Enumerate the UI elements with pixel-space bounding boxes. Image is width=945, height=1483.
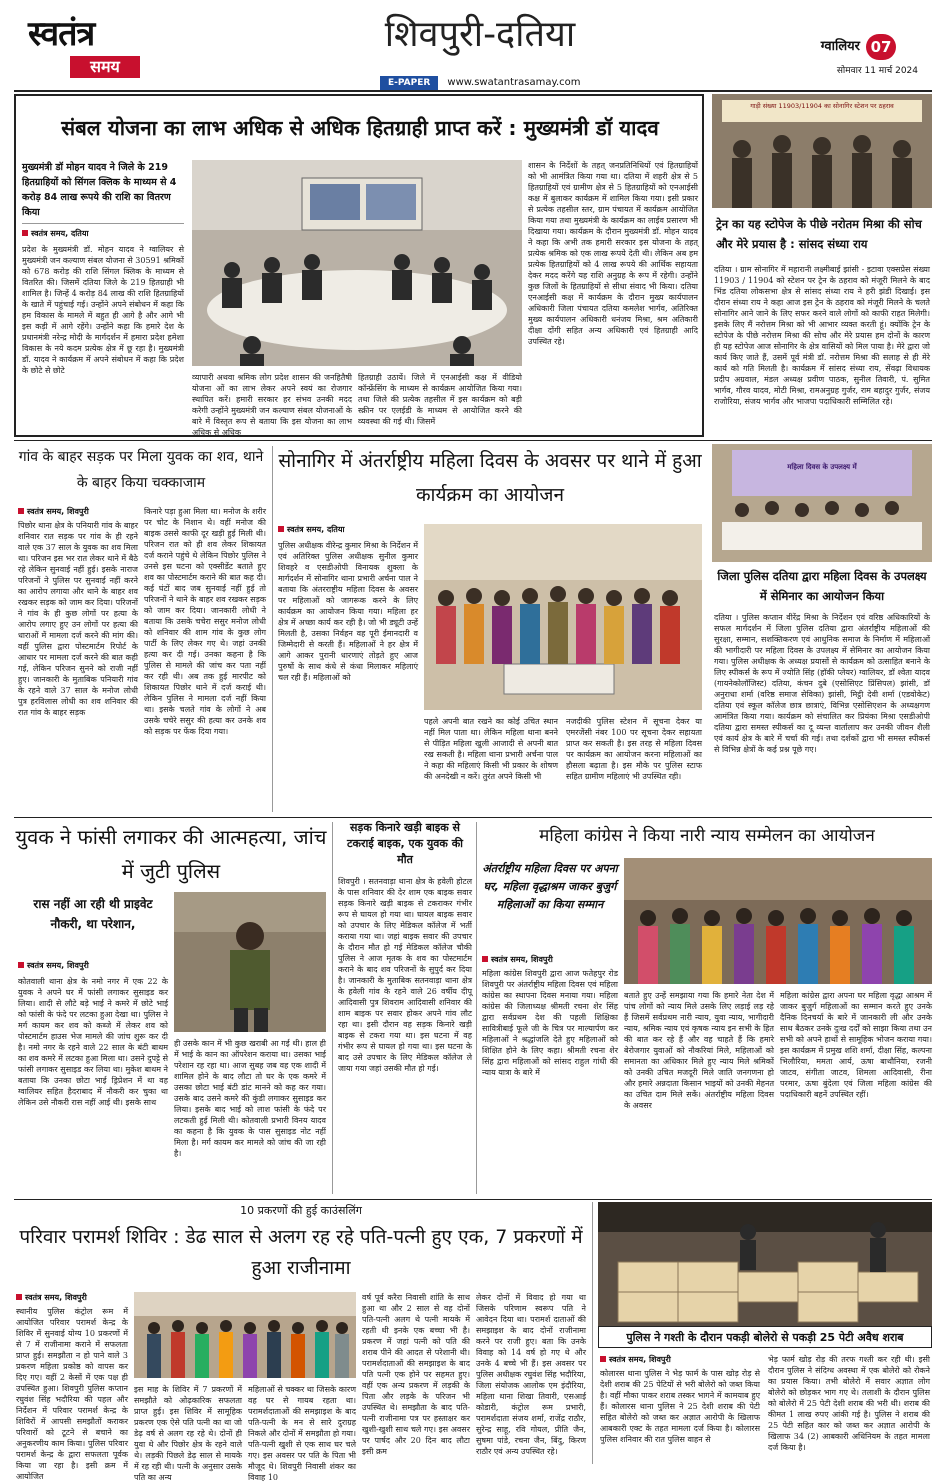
train-headline: ट्रेन का यह स्टोपेज के पीछे नरोतम मिश्रा की सोच और मेरे प्रयास है : सांसद संध्या राय [716,217,922,251]
logo [28,14,140,80]
sonagir-byline-text: स्वतंत्र समय, दतिया [287,525,345,534]
epaper-label: E-PAPER [380,76,438,90]
suicide-victim-photo [174,892,326,1032]
congress-col2: बताते हुए उन्हें समझाया गया कि हमारे नेता देश में पांच लोगों को न्याय मिले उसके लिए लड़ाई लड़ रहे हैं जिसमें सर्वप्रथम नारी न्याय, युवा न्याय, भागीदारी न्याय, श्रमिक न्याय एवं कृषक न्याय इन सभी के हित की बात कर रहे हैं और वह चाहते हैं कि हमारे बेरोजगार युवाओं को नौकरियां मिले, महिलाओं को समानता का अधिकार मिले हुए न्याय मिले श्रमिकों को उनकी उचित मजदूरी मिले जाति जनगणना हो और हमारे अन्नदाता किसान भाइयों को उनकी मेहनत का उचित दाम मिले सकें। अंतर्राष्ट्रीय महिला दिवस के अवसर [624,991,774,1110]
train-event-photo [712,94,932,208]
chakka-byline [18,506,138,517]
website-link[interactable]: www.swatantrasamay.com [447,77,581,88]
liquor-headline: पुलिस ने गश्ती के दौरान पकड़ी बोलेरो से पकड़ी 25 पेटी अवैध शराब [598,1326,932,1348]
meeting-photo [192,160,522,366]
seminar-body: दतिया । पुलिस कप्तान वीरेंद्र मिश्रा के निर्देशन एवं वरिष्ठ अधिकारियों के सफल मार्गदर्शन में जिला पुलिस दतिया द्वारा अंतर्राष्ट्रीय महिलाओं की सुरक्षा, सम्मान, सशक्तिकरण एवं आधुनिक समाज के निर्माण में महिलाओं की भागीदारी पर महिला दिवस के उपलक्ष्य में सेमिनार का आयोजन किया गया। पुलिस अधीक्षक के अध्यक्ष प्रयासों से कार्यक्रम को उत्साहित बनाने के लिए स्पीकर्स के रूप में ज्योति सिंह (हॉकी प्लेयर) ग्वालियर, डॉ श्वेता यादव (गायनेकोलॉजिस्ट) दतिया, कंचन दुबे (एसोसिएट प्रिंसिपल) झांसी, डॉ अनुराधा शर्मा (वरिष्ठ समाज सेविका) झांसी, मिट्ठी देवी शर्मा (एडवोकेट) दतिया एवं स्कूल कॉलेज छात्र छात्राएं, विभिन्न एसोसिएशन के अध्यक्षगण आमंत्रित किया गया। कार्यक्रम को संचालित कर प्रियंका मिश्रा एसडीओपी दतिया द्वारा समस्त स्पीकर्स का दू व्यन्त वार्तालाप कर उनकी जीवन शैली एवं कार्य क्षेत्र के बारे में चर्चा की गई। तथा दर्शकों द्वारा भी समस्त स्पीकर्स से विभिन्न क्षेत्रों के कई प्रश्न पूछे गए। [714,613,930,754]
counseling-headline: परिवार परामर्श शिविर : डेढ साल से अलग रह रहे पति-पत्नी हुए एक, 7 प्रकरणों में हुआ राजीनामा [19,1226,583,1279]
congress-col1: महिला कांग्रेस शिवपुरी द्वारा आज फतेहपुर रोड शिवपुरी पर अंतर्राष्ट्रीय महिला दिवस एवं महिला कांग्रेस का स्थापना दिवस मनाया गया। महिला कांग्रेस की जिलाध्यक्ष श्रीमती रचना शेर सिंह द्वारा सर्वप्रथम देश की पहली शिक्षिका सावित्रीबाई फूले जी के चित्र पर माल्यार्पण कर महिलाओं ने श्रद्धांजलि देते हुए महिलाओं को शिक्षित होने के लिए कहा। श्रीमती रचना शेर सिंह द्वारा महिलाओं को सांसद राहुल गांधी की न्याय यात्रा के बारे में [482,969,618,1077]
sonagir-story [278,444,702,814]
sonagir-group-image [424,524,702,710]
chakka-headline: गांव के बाहर सड़क पर मिला युवक का शव, थाने के बाहर किया चक्काजाम [18,449,264,491]
suicide-byline-text: स्वतंत्र समय, शिवपुरी [27,961,89,970]
counseling-col3: महिलाओं से चक्कर था जिसके कारण वह घर से गायब रहता था। परामर्शदाताओं की समझाइश के बाद पति-पत्नी के मन से सारे दुराग्रह निकले और दोनों में समझौता हो गया। पति-पत्नी खुशी से एक साथ घर चले गए। इस अवसर पर पति के पिता भी मौजूद थे। शिवपुरी निवासी शंकर का विवाह 10 [248,1385,356,1482]
congress-byline-text: स्वतंत्र समय, शिवपुरी [491,955,553,964]
issue-date: सोमवार 11 मार्च 2024 [836,66,918,76]
counseling-image [134,1292,356,1378]
section-rule-2 [14,817,932,818]
byline-marker [18,962,24,968]
counseling-byline [16,1292,128,1303]
masthead-rule [14,90,932,92]
lead-col3: हितग्राही उठायें। जिले में एनआईसी कक्ष में वीडियो कॉन्फ्रेंसिंग के माध्यम से कार्यक्रम आयोजित किया गया। तथा जिले की प्रत्येक तहसील में इस कार्यक्रम को बड़ी स्क्रीन पर एलईडी के माध्यम से आयोजित करने की व्यवस्था की गई थी। जिसमें [358,373,522,426]
seminar-story [712,444,932,814]
sonagir-col3: नजदीकी पुलिस स्टेशन में सूचना देकर या एमरजेंसी नंबर 100 पर सूचना देकर सहायता प्राप्त कर सकती है। इस तरह से महिला दिवस पर कार्यक्रम का आयोजन करना महिलाओं का हौसला बढ़ाता है। इस मौके पर पुलिस स्टाफ सहित ग्रामीण महिलाएं भी उपस्थित रही। [566,717,702,781]
lead-headline: संबल योजना का लाभ अधिक से अधिक हितग्राही प्राप्त करें : मुख्यमंत्री डॉ यादव [61,116,659,140]
bike-headline: सड़क किनारे खड़ी बाइक से टकराई बाइक, एक युवक की मौत [347,821,463,866]
train-event-image [712,94,932,208]
byline-marker [18,508,24,514]
masthead [0,0,945,92]
seminar-banner: महिला दिवस के उपलक्ष्य में [787,463,857,471]
sonagir-col1: पुलिस अधीक्षक वीरेन्द्र कुमार मिश्रा के निर्देशन में एवं अतिरिक्त पुलिस अधीक्षक सुनील कुमार शिवहरे व एसडीओपी विनायक शुक्ला के मार्गदर्शन में सोनागिर थाना प्रभारी अर्चना पाल ने बताया कि अंतरराष्ट्रीय महिला दिवस के अवसर पर महिलाओं को जागरूक करने के लिए कार्यक्रम का आयोजन किया गया। महिला हर क्षेत्र में अच्छा कार्य कर रही है। जो भी ड्यूटी उन्हें मिलती है, उसका निर्वहन वह पूरी ईमानदारी व जिम्मेदारी से करती हैं। महिलाओं ने हर क्षेत्र में आगे आकर पुरानी धारणाएं तोड़ते हुए आज पुरुषों के साथ कंधे से कंधा मिलाकर महिलाएं चल रही हैं। महिलाओं को [278,541,418,682]
chakka-col1: पिछोर थाना क्षेत्र के पनियारी गांव के बाहर शनिवार रात सड़क पर गांव के ही रहने वाले एक 37 साल के युवक का शव मिला था। परिजन इस भर रात लेकर थाने में बैठे रहे लेकिन सुनवाई नहीं हुई। इसके नाराज परिजनों ने पुलिस पर सुनवाई नहीं करने का आरोप लगाया और थाने के बाहर शव रखकर सड़क को जाम कर दिया। परिजनों ने गांव के ही कुछ लोगों पर हत्या के आरोप लगाए हुए उन लोगों पर हत्या की धाराओं में मामला दर्ज करने की मांग की। वहीं पुलिस द्वारा पोस्टमार्टम रिपोर्ट के आधार पर मामला दर्ज करने की बात कही गई, लेकिन परिजन सुनने को राजी नहीं हुए। जानकारी के मुताबिक पनियारी गांव के रहने वाले 37 साल के मनोज लोधी पुत्र हरविलास लोधी का शव शनिवार की रात गांव के बाहर सड़क [18,521,138,717]
suicide-col2: ही उसके कान में भी कुछ खराबी आ गई थी। हाल ही में भाई के कान का ऑपरेशन कराया था। उसका भाई परेशान रह रहा था। आज सुबह जब वह एक शादी में शामिल होने के बाद लौटा तो घर के एक कमरे में उसका छोटा भाई बंटी डांट मानने को कह कर गया। उसके बाद उसने कमरे की कुंडी लगाकर सुसाइड कर लिया। इसके बाद भाई को लाश फांसी के फंदे पर लटकती हुई मिली थी। कोतवाली प्रभारी विनय यादव का कहना है कि युवक के पास सुसाइड नोट नहीं मिला है। मर्ग कायम कर मामले को जांच की जा रही है। [174,1039,326,1158]
sonagir-group-photo [424,524,702,710]
sonagir-byline [278,524,418,535]
liquor-seizure-photo [598,1202,932,1326]
congress-col3: महिला कांग्रेस द्वारा अपना घर महिला वृद्धा आश्रम में जाकर बुजुर्ग महिलाओं का सम्मान करते हुए उनके दैनिक दिनचर्या के बारे में जानकारी ली और उनके साथ बैठकर उनके दुःख दर्दों को साझा किया तथा उन सभी को अपने हाथों से सामूहिक भोजन कराया गया। इस कार्यक्रम में प्रमुख शशि शर्मा, दीक्षा सिंह, कल्पना भिलौरिया, ममता आर्य, ऊषा बाथौनिया, रजनी जाटव, संगीता जाटव, शिमला आदिवासी, रीना परमार, ऊषा बुंदेला एवं जिला महिला कांग्रेस की पदाधिकारी बहनें उपस्थित रहीं। [780,991,932,1099]
counseling-kicker: 10 प्रकरणों की हुई काउंसलिंग [240,1204,362,1217]
liquor-seizure-image [598,1202,932,1326]
suicide-byline [18,960,168,971]
counseling-photo [134,1292,356,1378]
epaper-bar [380,70,710,86]
bike-body: शिवपुरी । सतनवाड़ा थाना क्षेत्र के हवेली होटल के पास शनिवार की देर शाम एक बाइक सवार सड़क किनारे खड़ी बाइक से टकराकर गंभीर रूप से घायल हो गया था। घायल बाइक सवार को उपचार के लिए मेडिकल कॉलेज में भर्ती कराया गया था। जहां बाइक सवार की उपचार के दौरान मौत हो गई मेडिकल कॉलेज चौकी पुलिस ने आज मृतक के शव का पोस्टमार्टम कराने के बाद शव परिजनों के सुपुर्द कर दिया है। जानकारी के मुताबिक सतनवाड़ा थाना क्षेत्र के हवेली गांव के रहने वाले 26 वर्षीय दीपू आदिवासी पुत्र शिवराम आदिवासी शनिवार की शाम बाइक पर सवार होकर अपने गांव लौट रहा था। इसी दौरान वह सड़क किनारे खड़ी बाइक से टकरा गया था। इस घटना में वह गंभीर रूप से घायल हो गया था। इस घटना के बाद उसे उपचार के लिए मेडिकल कॉलेज ले जाया गया जहां उसकी मौत हो गई। [338,877,472,1073]
suicide-story [14,820,328,1196]
lead-subhead: मुख्यमंत्री डॉ मोहन यादव ने जिले के 219 हितग्राहियों को सिंगल क्लिक के माध्यम से 4 करोड़ 84 लाख रूपये की राशि का वितरण किया [22,160,184,224]
train-story [712,94,932,437]
counseling-col4: वर्ष पूर्व करैरा निवासी शांति के साथ हुआ था और 2 साल से वह दोनों पति-पत्नी अलग थे पत्नी मायके में रहती थी इनके एक बच्चा भी है। प्रकरण में जहां पत्नी को पति की शराब पीने की आदत से परेशानी थी। परामर्शदाताओं की समझाइश के बाद पति पत्नी एक होने पर सहमत हुए। वहीं एक अन्य प्रकरण में लड़की के पिता और लड़के के परिजन भी उपस्थित थे। समझौता के बाद पति-पत्नी राजीनामा पत्र पर हस्ताक्षर कर खुशी-खुशी साथ चले गए। इस अवसर पर पार्षद और 20 दिन बाद लौटा इसी क्रम [362,1293,470,1456]
col-divider [332,822,333,1194]
counseling-byline-text: स्वतंत्र समय, शिवपुरी [25,1293,87,1302]
counseling-col5: लेकर दोनों में विवाद हो गया था जिसके परिणाम स्वरूप पति ने आवेदन दिया था। परामर्श दाताओं की समझाइश के बाद दोनों राजीनामा करने पर राजी हुए। बता कि उनके विवाह को 14 वर्ष हो गए थे और उनके 4 बच्चे भी हैं। इस अवसर पर पुलिस अधीक्षक रघुवंश सिंह भदौरिया, जिला संयोजक आलोक एम इंदौरिया, महिला थाना शिखा तिवारी, एसआई कोडारी, कंट्रोल रूम प्रभारी, परामर्शदाता संजय शर्मा, राजेंद्र राठौर, सुरेन्द्र साहू, रवि गोयल, प्रीति जैन, सुषमा पांडे, रचना जैन, बिंदु, किरण राठौर एवं अन्य उपस्थित रहे। [476,1293,586,1456]
col-divider [592,1202,593,1464]
suicide-victim-image [174,892,326,1032]
suicide-subhead: रास नहीं आ रही थी प्राइवेट नौकरी, था परेशान, [33,897,153,931]
section-rule-1 [14,440,932,441]
chakka-col2: किनारे पड़ा हुआ मिला था। मनोज के शरीर पर चोट के निशान थे। वहीं मनोज की बाइक उससे काफी दूर खड़ी हुई मिली थी। परिजन रात को ही शव लेकर शिकायत दर्ज कराने पहुंचे थे लेकिन पिछोर पुलिस ने उनसे इस घटना को एक्सीडेंट बताते हुए शव का पोस्टमार्टम कराने की बात कह दी। कई घंटों बाद जब सुनवाई नहीं हुई तो परिजनों ने थाने के बाहर शव रखकर सड़क को जाम कर दिया। जानकारी लोधी ने बताया कि उसके चचेरा ससुर मनोज लोधी को शनिवार की शाम गांव के कुछ लोग पार्टी के लिए लेकर गए थे। जहां उनकी हत्या कर दी गई। उनका कहना है कि पुलिस से मामले की जांच कर पता नहीं कर रही थी। अब तक हुई मारपीट को शिकायत पिछोर थाने में दर्ज कराई थी। लेकिन पुलिस ने मामला दर्ज नहीं किया था। इसके चलते गांव के लोगों ने अब उसके चचेरे ससुर की हत्या कर उनके शव को सड़क पर फेंक दिया गया। [144,507,266,736]
suicide-headline: युवक ने फांसी लगाकर की आत्महत्या, जांच में जुटी पुलिस [15,825,327,883]
congress-photo [624,858,932,984]
counseling-col2: इस माह के शिविर में 7 प्रकरणों में समझौते को ओढ़कारिक सफलता प्राप्त हुई। इस शिविर में सामूहिक प्रकरण एक ऐसे पति पत्नी का था जो डेढ़ वर्ष से अलग रह रहे थे। दोनों ही युवा थे और पिछोर क्षेत्र के रहने वाले थे। लड़की पिछले डेढ़ साल से मायके में रह रही थी। पत्नी के अनुसार उसके पति का अन्य [134,1385,242,1482]
train-banner: गाड़ी संख्या 11903/11904 का सोनागिर स्टेशन पर ठहराव [750,102,894,110]
byline-marker [600,1356,606,1362]
liquor-col1: कोलारस थाना पुलिस ने भेड़ फार्म के पास खोड़ रोड़ से देशी शराब की 25 पेटियों से भरी बोलेरो को जब्त किया है। वहीं मौका पाकर शराब तस्कर भागने में कामयाब हुए हैं। कोलारस थाना पुलिस ने 25 देशी शराब की पेटी सहित बोलेरो को जब्त कर अज्ञात आरोपी के खिलाफ आबकारी एक्ट के तहत मामला दर्ज किया है। कोलारस पुलिस शनिवार की रात पुलिस वाहन से [600,1369,760,1444]
logo-bottom: समय [70,56,140,78]
suicide-col1: कोतवाली थाना क्षेत्र के नमो नगर में एक 22 के युवक ने अपने घर में फांसी लगाकर सुसाइड कर लिया। शादी से लौटे बड़े भाई ने कमरे में छोटे भाई को फांसी के फंदे पर लटका हुआ देखा था। पुलिस ने मर्ग कायम कर शव को कब्जे में लेकर शव को पोस्टमार्टम हाउस भेज मामले की जांच शुरू कर दी है। नमो नगर के रहने वाले 22 साल के बंटी बाथम का शव कमरे में लटका हुआ मिला था। उसने दुपट्टे से फांसी लगाकर सुसाइड कर लिया था। मुकेश बाथम ने बताया कि उनका छोटा भाई ड्रिप्रेशन में था वह ग्वालियर सहित हैदराबाद में नौकरी कर चुका था लेकिन उसे नौकरी रास नहीं आई थी। इसके साथ [18,977,168,1107]
lead-col2: व्यापारी अथवा श्रमिक लोग प्रदेश शासन की जनहितैषी योजना ओं का लाभ लेकर अपने स्वयं का रोजगार स्थापित करें। हमारी सरकार हर संभव उनकी मदद करेगी उन्होंने मुख्यमंत्री जन कल्याण संबल योजनाओं के बारे में विस्तृत रूप से बताया कि इस योजना का लाभ अधिक से अधिक [192,373,352,437]
lead-col4: शासन के निर्देशों के तहत् जनप्रतिनिधियों एवं हितग्राहियों को भी आमंत्रित किया गया था। दतिया में शहरी क्षेत्र से 5 हितग्राहियों एवं ग्रामीण क्षेत्र से 5 हितग्राहियों को एनआईसी कक्ष में बुलाकर कार्यक्रम में शामिल किया गया। इसी प्रकार से प्रत्येक तहसील स्तर, ग्राम पंचायत में कार्यक्रम आयोजित किया गया तथा मुख्यमंत्री के कार्यक्रम का लाईव प्रसारण भी दिखाया गया। कार्यक्रम के दौरान मुख्यमंत्री डॉ. मोहन यादव ने कहा कि अभी तक हमारी सरकार इस योजना के तहत् प्रत्येक श्रमिक को एक लाख रूपये देती थी। लेकिन अब हम प्रत्येक हितग्राहियों को 4 लाख रूपये की आर्थिक सहायता देकर मदद करेंगे यह राशि अनुग्रह के रूप में रहेगी। उन्होंने कुछ जिलों के हितग्राहियों से सीधा संवाद भी किया। दतिया एनआईसी कक्ष में कार्यक्रम के दौरान मुख्य कार्यपालन अधिकारी जिला पंचायत दतिया कमलेश भार्गव, अतिरिक्त मुख्य कार्यपालन अधिकारी धनंजय मिश्रा, श्रम अतिकारी दीक्षा दोंगी सहित अन्य अधिकारी एवं हितग्राही आदि उपस्थित रहे। [528,161,698,346]
congress-subhead: अंतर्राष्ट्रीय महिला दिवस पर अपना घर, महिला वृद्धाश्रम जाकर बुजुर्ग महिलाओं का किया सम्मान [482,862,618,911]
page-number: 07 [866,34,896,60]
chakka-story [14,444,268,814]
chakka-byline-text: स्वतंत्र समय, शिवपुरी [27,507,89,516]
bike-story [338,820,472,1196]
lead-byline-text: स्वतंत्र समय, दतिया [31,229,89,238]
liquor-byline-text: स्वतंत्र समय, शिवपुरी [609,1355,671,1364]
lead-story [14,94,704,437]
liquor-col2: भेड़ फार्म खोड़ रोड़ की तरफ गश्ती कर रही थी। इसी दौरान पुलिस ने संदिग्ध अवस्था में एक बोलेरो को रोकने का प्रयास किया। तभी बोलेरो में सवार अज्ञात लोग बोलेरो को छोड़कर भाग गए थे। तलाशी के दौरान पुलिस को बोलेरो में 25 पेटी देशी शराब की भरी थी। शराब की कीमत 1 लाख रुपए आंकी गई है। पुलिस ने शराब की 25 पेटी सहित कार को जब्त कर अज्ञात आरोपी के खिलाफ 34 (2) आबकारी अधिनियम के तहत मामला दर्ज किया है। [768,1355,930,1452]
section-rule-3 [14,1199,932,1200]
train-body: दतिया । ग्राम सोनागिर में महारानी लक्ष्मीबाई झांसी - इटावा एक्सप्रेस संख्या 11903 / 11904 को स्टेशन पर ट्रेन के ठहराव को मंजूरी मिलने के बाद भिंड दतिया लोकसभा क्षेत्र से सांसद संध्या राय ने हरी झंडी दिखाई। इस दौरान संध्या राय ने कहा आज इस ट्रेन के ठहराव को मंजूरी मिलने के चलते सोनागिर आने जाने के लिए सफर करने वाले लोगों को काफी राहत मिलेगी। इसके लिए मैं नरोत्तम मिश्रा को भी आभार व्यक्त करती हूं। क्योंकि ट्रेन के स्टोपेज के पीछे नरोत्तम मिश्रा की सोच और मेरे प्रयास हम दोनों के कारण ही यह स्टोपेज आज सोनागिर के क्षेत्र वासियों को मिल पाया है। मेरे द्वारा जो कार्य किए जाते हैं, उसमें पूर्व मंत्री डॉ. नरोत्तम मिश्रा की सलाह से ही मेरे कार्य को गति मिलती है। कार्यक्रम में सांसद संध्या राय, सेंवढ़ा विधायक प्रदीप अग्रवाल, मंडल अध्यक्ष प्रवीण पाठक, सुनील तिवारी, पं. सुमित भार्गव, गौरव यादव, मोटी मिश्रा, रामअनुग्रह गुर्जर, राम बहादुर गुर्जर, संजय राजोरिया, संजय भार्गव और भाजपा पदाधिकारी सम्मिलित रहे। [714,265,930,406]
lead-col1: प्रदेश के मुख्यमंत्री डॉ. मोहन यादव ने ग्वालियर से मुख्यमंत्री जन कल्याण संबल योजना से 30591 श्रमिकों को 678 करोड़ की राशि सिंगल क्लिक के माध्यम से वितरित की। जिसमें दतिया जिले के 219 हितग्राही भी शामिल है। जिन्हें 4 करोड़ 84 लाख की राशि हितग्राहियों के खाते में पहुंचाई गई। उन्होंने अपने संबोधन में कहा कि हम विकास के मामले में बहुत ही आगे है और आगे भी इस कड़ी में आगे रहेंगे। उन्होंने कहा कि हमारे देश के प्रधानमंत्री नरेन्द्र मोदी के मार्गदर्शन में हमारा प्रदेश हमेशा विकास के नये कदम प्रत्येक क्षेत्र में छू रहा है। मुख्यमंत्री डॉ. यादव ने कार्यक्रम में अपने संबोधन में कहा कि प्रदेश के छोटे से छोटे [22,245,185,375]
congress-headline: महिला कांग्रेस ने किया नारी न्याय सम्मेलन का आयोजन [539,826,875,846]
sonagir-headline: सोनागिर में अंतर्राष्ट्रीय महिला दिवस के अवसर पर थाने में हुआ कार्यक्रम का आयोजन [278,450,702,506]
congress-byline [482,954,618,965]
byline-marker [278,526,284,532]
edition-title: शिवपुरी-दतिया [384,14,576,55]
seminar-headline: जिला पुलिस दतिया द्वारा महिला दिवस के उपलक्ष्य में सेमिनार का आयोजन किया [717,569,927,603]
byline-marker [22,230,28,236]
liquor-story [598,1202,932,1464]
congress-story [482,820,932,1196]
logo-top: स्वतंत्र [28,14,95,54]
liquor-byline [600,1354,760,1365]
byline-marker [482,956,488,962]
counseling-story [14,1202,588,1482]
meeting-photo-image [192,160,522,366]
col-divider [272,446,273,812]
byline-marker [16,1294,22,1300]
sonagir-col2: पहले अपनी बात रखने का कोई उचित स्थान नहीं मिल पाता था। लेकिन महिला थाना बनने से पीड़ित महिला खुली आजादी से अपनी बात रख सकती है। महिला थाना प्रभारी अर्चना पाल ने कहा की महिलाएं किसी भी प्रकार के शोषण की अनदेखी न करें। तुरंत अपने किसी भी [424,717,558,781]
col-divider [476,822,477,1194]
congress-image [624,858,932,984]
counseling-col1: स्थानीय पुलिस कंट्रोल रूम में आयोजित परिवार परामर्श केन्द्र के शिविर में सुनवाई योग्य 10 प्रकरणों में से 7 में राजीनामा कराने में सफलता प्राप्त हुई। समझौता न हो पाने वाले 3 प्रकरण महिला प्रकोष्ठ को वापस कर दिए गए। वहीं 2 केसों में एक पक्ष ही उपस्थित हुआ। शिवपुरी पुलिस कप्तान रघुवंश सिंह भदौरिया की पहल और निर्देशन में परिवार परामर्श केन्द्र के शिविरों में आपसी समझौतों कराकर परिवारों को टूटने से बचाने का अनुकरणीय काम किया। पुलिस परिवार परामर्श केन्द्र के द्वारा सफलता पूर्वक किया जा रहा है। इसी क्रम में आयोजित [16,1307,128,1481]
city-label: ग्वालियर [820,39,860,54]
lead-byline [22,228,184,239]
